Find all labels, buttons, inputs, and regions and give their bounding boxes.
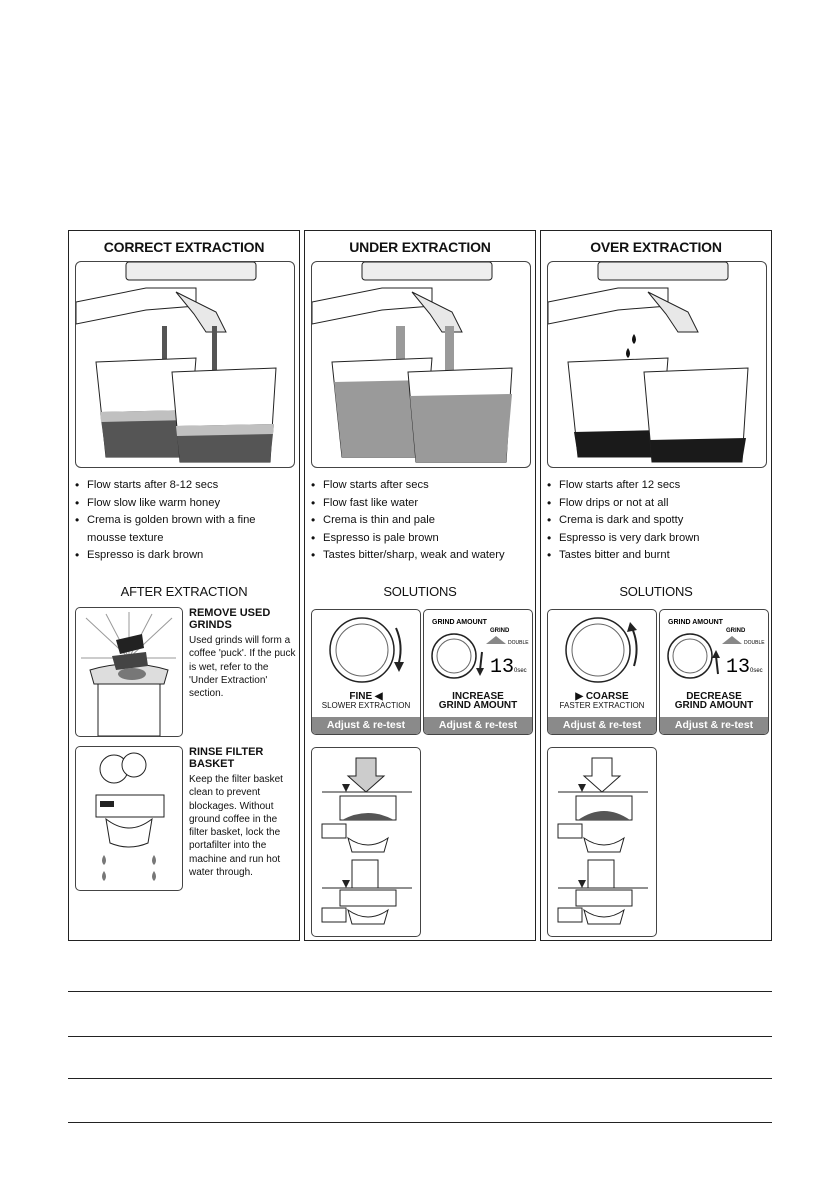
bullet: • Crema is thin and pale — [311, 512, 533, 530]
correct-extraction-illustration — [75, 261, 295, 468]
bullet: • Flow slow like warm honey — [75, 495, 297, 513]
panel-title: UNDER EXTRACTION — [349, 239, 491, 255]
over-extraction-illustration — [547, 261, 767, 468]
divider — [68, 1122, 772, 1123]
grind-caption — [660, 692, 768, 710]
grind-label: GRIND — [726, 628, 746, 634]
adjust-retest-bar: Adjust & re-test — [312, 717, 420, 734]
knock-box-illustration — [75, 607, 183, 737]
grind-sub: GRIND AMOUNT — [438, 700, 518, 711]
adjust-retest-bar: Adjust & re-test — [548, 717, 656, 734]
step-heading: REMOVE USED GRINDS — [189, 607, 271, 631]
rinse-illustration — [75, 746, 183, 891]
bullet: • Espresso is very dark brown — [547, 530, 769, 548]
over-bullets — [547, 477, 769, 565]
divider — [68, 991, 772, 992]
dial-caption: FINE ◀ SLOWER EXTRACTION — [321, 691, 411, 710]
grind-size-dial-box — [547, 609, 657, 735]
dial-sub: SLOWER EXTRACTION — [321, 701, 411, 710]
grind-amount-box — [659, 609, 769, 735]
section-title: AFTER EXTRACTION — [120, 584, 248, 599]
tamp-level-illustration — [311, 747, 421, 937]
bullet: • Flow starts after secs — [311, 477, 533, 495]
dial-sub: FASTER EXTRACTION — [559, 701, 645, 710]
under-extraction-illustration — [311, 261, 531, 468]
correct-extraction-panel — [68, 230, 300, 941]
grind-label: INCREASE — [452, 691, 504, 702]
grind-sub: GRIND AMOUNT — [674, 700, 754, 711]
step-body: Used grinds will form a coffee 'puck'. If the puck is wet, refer to the 'Under Extraction' section. — [189, 635, 296, 700]
panel-title: OVER EXTRACTION — [590, 239, 722, 255]
divider — [68, 1078, 772, 1079]
section-title: SOLUTIONS — [619, 584, 693, 599]
grind-amount-arc-label: GRIND AMOUNT — [432, 619, 487, 626]
remove-grinds-text — [189, 607, 297, 700]
dial-caption: ▶ COARSE FASTER EXTRACTION — [559, 691, 645, 710]
bullet: • Crema is dark and spotty — [547, 512, 769, 530]
grind-caption — [424, 692, 532, 710]
over-extraction-panel — [540, 230, 772, 941]
grind-label: GRIND — [490, 628, 510, 634]
bullet: • Espresso is dark brown — [75, 547, 297, 565]
bullet: • Tastes bitter and burnt — [547, 547, 769, 565]
seconds-readout: 13 — [490, 656, 515, 679]
section-title: SOLUTIONS — [383, 584, 457, 599]
grind-amount-box — [423, 609, 533, 735]
bullet: • Tastes bitter/sharp, weak and watery — [311, 547, 533, 565]
double-label: DOUBLE — [508, 640, 529, 646]
grind-label: DECREASE — [686, 691, 742, 702]
under-bullets — [311, 477, 533, 565]
bullet: • Flow starts after 8-12 secs — [75, 477, 297, 495]
adjust-retest-bar: Adjust & re-test — [660, 717, 768, 734]
bullet: • Flow fast like water — [311, 495, 533, 513]
adjust-retest-bar: Adjust & re-test — [424, 717, 532, 734]
divider — [68, 1036, 772, 1037]
dial-label: FINE — [349, 691, 373, 702]
step-heading: RINSE FILTER BASKET — [189, 746, 264, 770]
tamp-level-illustration — [547, 747, 657, 937]
bullet: • Espresso is pale brown — [311, 530, 533, 548]
secs-unit: 0sec — [514, 668, 527, 674]
grind-size-dial-box — [311, 609, 421, 735]
bullet: • Flow drips or not at all — [547, 495, 769, 513]
seconds-readout: 13 — [726, 656, 751, 679]
step-body: Keep the filter basket clean to prevent blockages. Without ground coffee in the filter basket, lock the portafilter into the machine and run hot water through. — [189, 774, 283, 879]
panel-title: CORRECT EXTRACTION — [103, 239, 265, 255]
correct-bullets — [75, 477, 297, 565]
bullet: • Flow starts after 12 secs — [547, 477, 769, 495]
rinse-basket-text — [189, 746, 297, 879]
double-label: DOUBLE — [744, 640, 765, 646]
secs-unit: 0sec — [750, 668, 763, 674]
under-extraction-panel — [304, 230, 536, 941]
dial-label: COARSE — [585, 691, 629, 702]
grind-amount-arc-label: GRIND AMOUNT — [668, 619, 723, 626]
bullet: • Crema is golden brown with a fine mousse texture — [75, 512, 297, 547]
